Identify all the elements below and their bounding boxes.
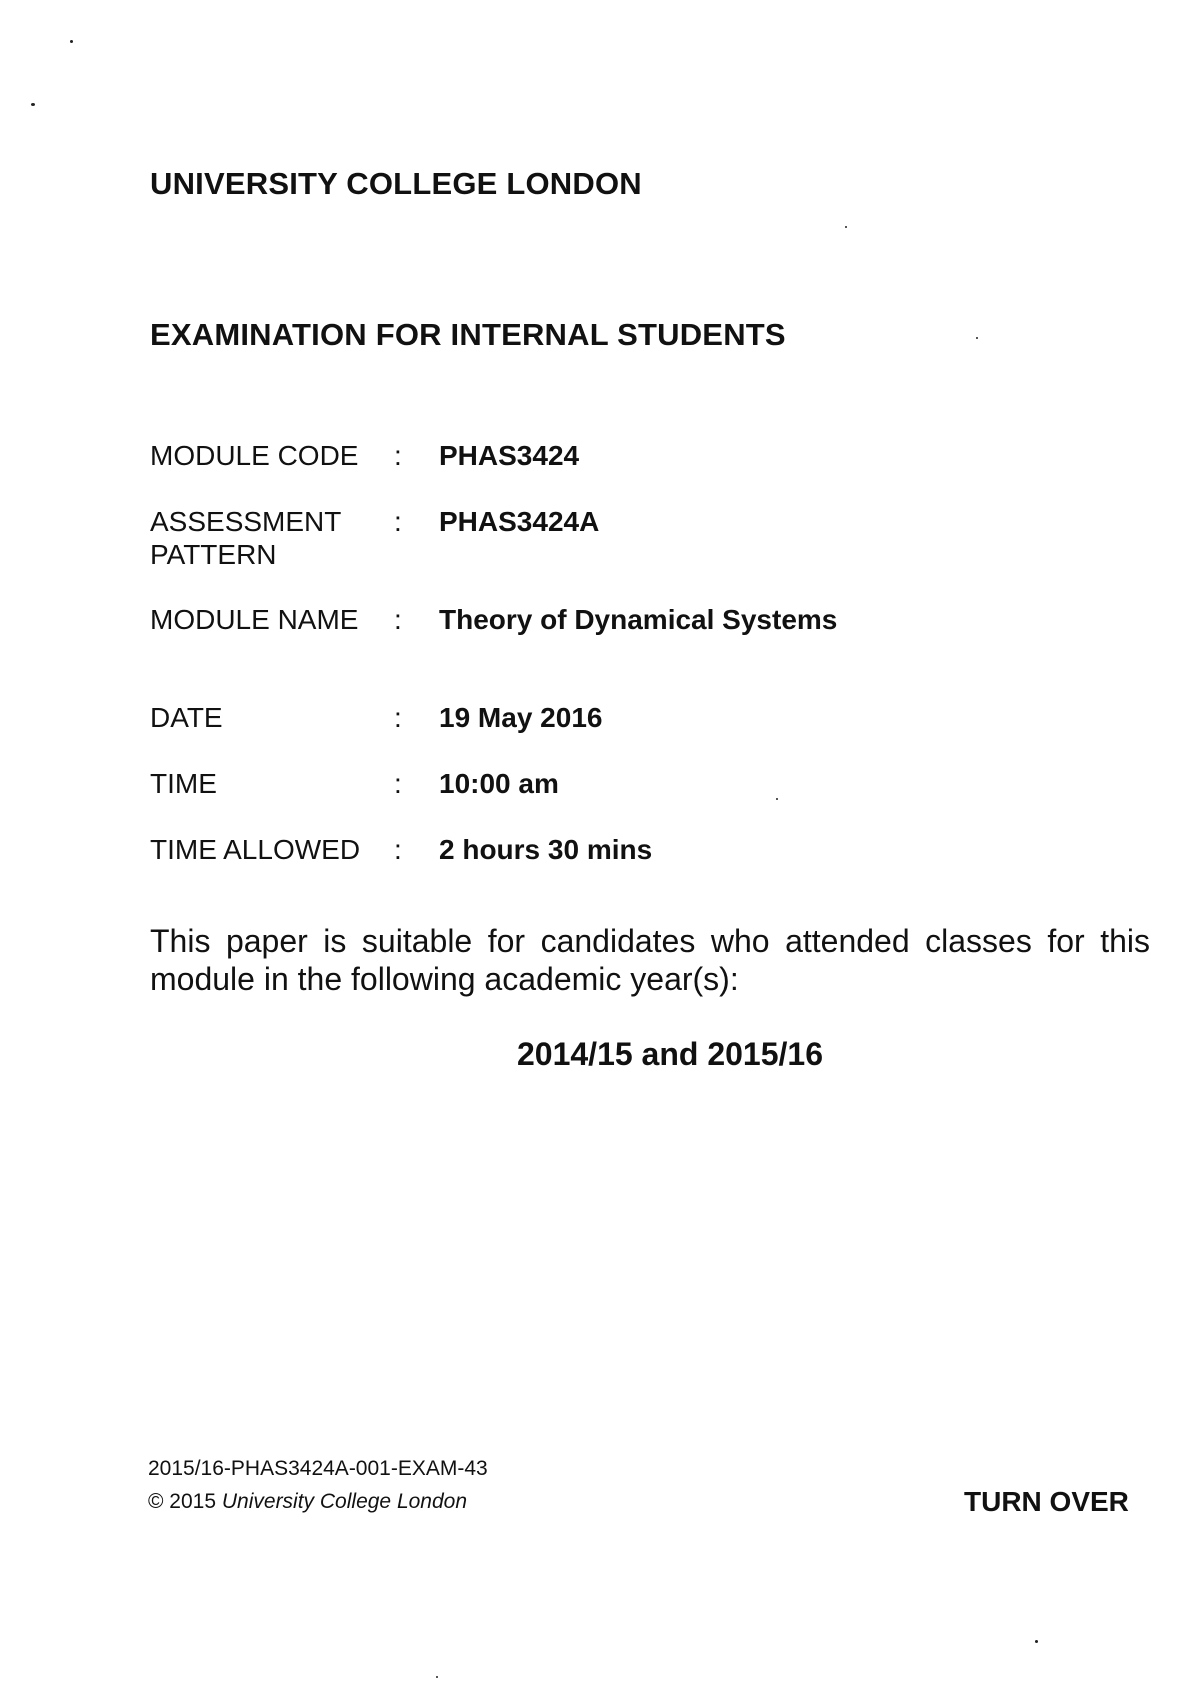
date-value: 19 May 2016 [439,702,603,733]
field-label: ASSESSMENT PATTERN [150,506,341,570]
scan-speck [436,1676,438,1678]
copyright-prefix: © 2015 [148,1490,217,1513]
module-code-value: PHAS3424 [439,440,580,471]
field-separator: : [394,440,402,471]
field-label: DATE [150,702,223,733]
turn-over-label: TURN OVER [964,1486,1129,1517]
assessment-pattern-value: PHAS3424A [439,506,600,537]
exam-type-heading: EXAMINATION FOR INTERNAL STUDENTS [150,317,786,352]
scan-speck [1035,1640,1038,1643]
scan-speck [845,226,847,228]
copyright-notice [148,1490,467,1514]
scan-speck [776,798,778,800]
scan-speck [976,337,978,339]
field-label: MODULE NAME [150,604,359,635]
module-name-value: Theory of Dynamical Systems [439,604,838,635]
field-separator: : [394,506,402,537]
field-label: MODULE CODE [150,440,359,471]
scan-speck [70,40,73,43]
field-separator: : [394,604,402,635]
copyright-holder: University College London [221,1490,468,1513]
field-separator: : [394,834,402,865]
scan-speck [31,103,35,106]
field-label: TIME ALLOWED [150,834,361,865]
academic-years: 2014/15 and 2015/16 [516,1036,823,1072]
time-value: 10:00 am [439,768,559,799]
field-separator: : [394,702,402,733]
field-label: TIME [150,768,217,799]
time-allowed-value: 2 hours 30 mins [439,834,653,865]
institution-heading: UNIVERSITY COLLEGE LONDON [150,166,642,201]
document-code: 2015/16-PHAS3424A-001-EXAM-43 [148,1457,488,1480]
suitability-statement: This paper is suitable for candidates who attended classes for this module in the following academic year(s): [150,923,1150,997]
field-separator: : [394,768,402,799]
